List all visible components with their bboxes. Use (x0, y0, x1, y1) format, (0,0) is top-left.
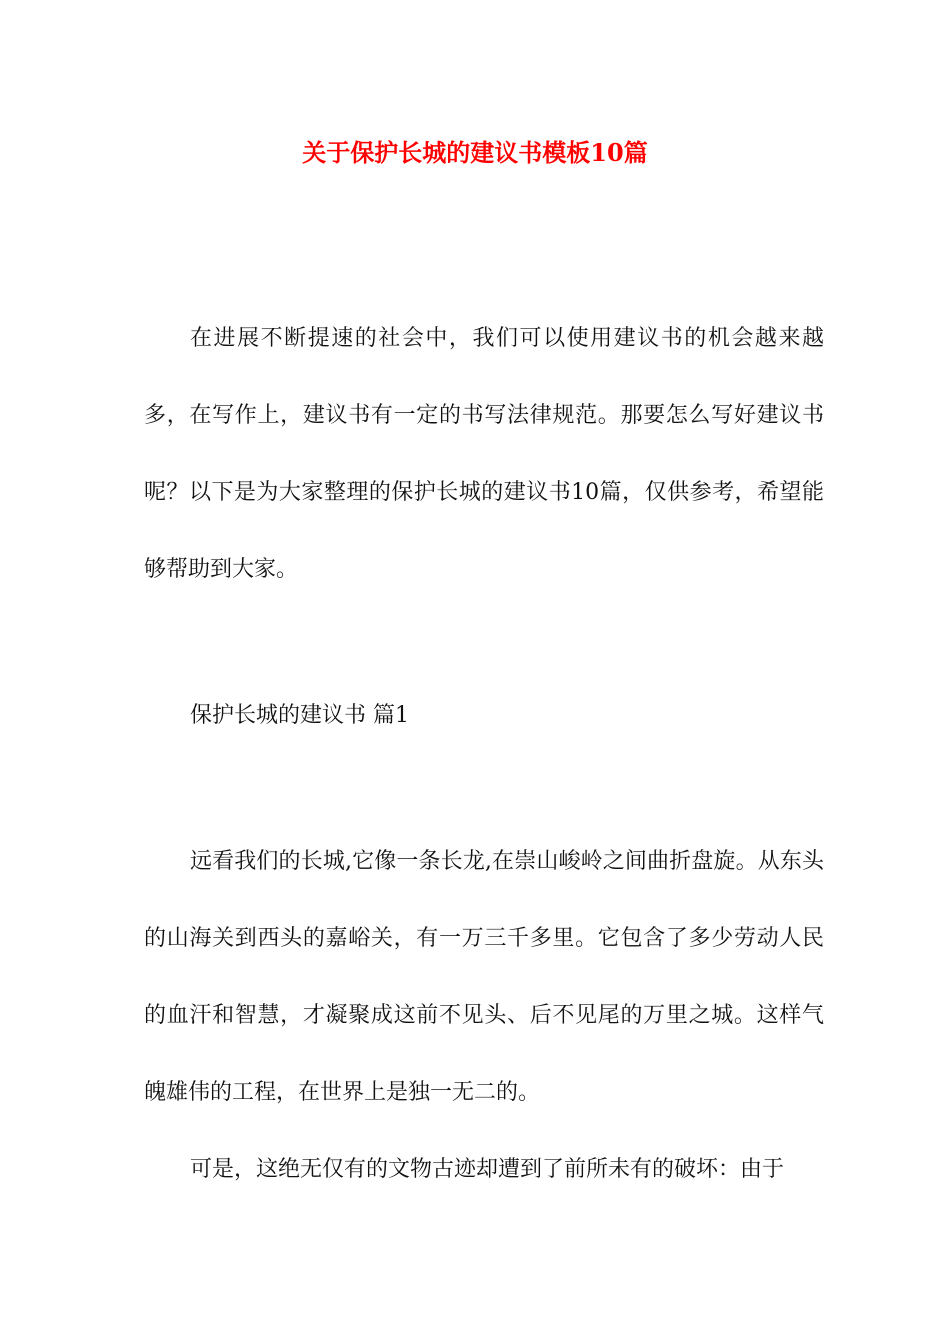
intro-paragraph: 在进展不断提速的社会中，我们可以使用建议书的机会越来越多，在写作上，建议书有一定的书写法律规范。那要怎么写好建议书呢？以下是为大家整理的保护长城的建议书10篇，仅供参考，希望能够帮助到大家。 (144, 326, 824, 582)
document-title: 关于保护长城的建议书模板10篇 (302, 138, 648, 167)
section-heading: 保护长城的建议书 篇1 (190, 703, 409, 728)
body-paragraph-2: 可是，这绝无仅有的文物古迹却遭到了前所未有的破坏：由于 (190, 1157, 785, 1182)
body-paragraph-1: 远看我们的长城,它像一条长龙,在崇山峻岭之间曲折盘旋。从东头的山海关到西头的嘉峪关，有一万三千多里。它包含了多少劳动人民的血汗和智慧，才凝聚成这前不见头、后不见尾的万里之城。这样气魄雄伟的工程，在世界上是独一无二的。 (144, 849, 824, 1105)
